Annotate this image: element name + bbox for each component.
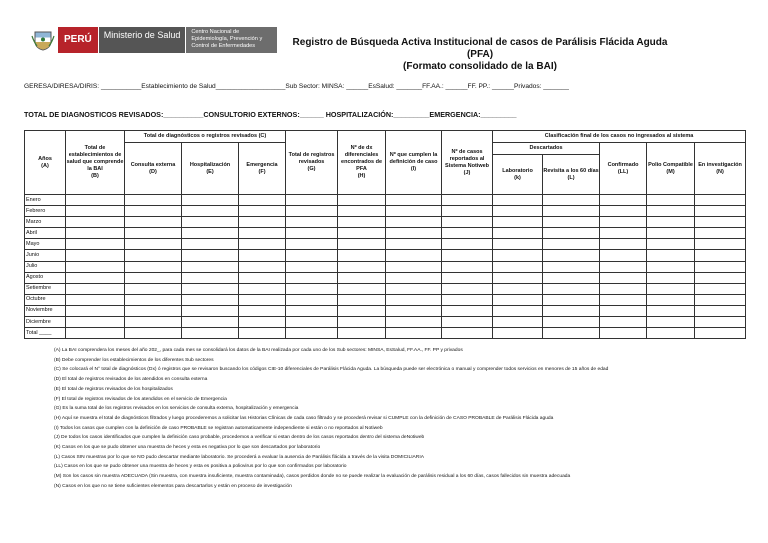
data-cell[interactable]	[66, 272, 125, 283]
data-cell[interactable]	[182, 228, 239, 239]
data-cell[interactable]	[239, 317, 286, 328]
month-row	[25, 195, 746, 206]
data-cell[interactable]	[182, 328, 239, 339]
data-cell[interactable]	[442, 206, 493, 217]
data-cell[interactable]	[543, 261, 600, 272]
data-cell[interactable]	[543, 228, 600, 239]
data-cell[interactable]	[695, 250, 746, 261]
footnote: (B) Debe comprender los establecimientos de los diferentes Sub sectores	[54, 357, 214, 363]
data-cell[interactable]	[125, 217, 182, 228]
footnote: (I) Todos los casos que cumplen con la definición de caso PROBABLE se registran automaticamente independiente si están o no reportados al Notiweb	[54, 425, 383, 431]
data-cell[interactable]	[442, 272, 493, 283]
data-cell[interactable]	[66, 217, 125, 228]
data-cell[interactable]	[338, 283, 386, 294]
data-cell[interactable]	[125, 228, 182, 239]
data-cell[interactable]	[695, 317, 746, 328]
col-header-polio-compatible: Polio Compatible (M)	[647, 143, 695, 195]
data-cell[interactable]	[543, 272, 600, 283]
col-header-confirmed: Confirmado (LL)	[600, 143, 647, 195]
data-cell[interactable]	[442, 283, 493, 294]
data-cell[interactable]	[286, 239, 338, 250]
center-line: Control de Enfermedades	[191, 43, 256, 49]
data-cell[interactable]	[182, 250, 239, 261]
data-cell[interactable]	[66, 283, 125, 294]
data-cell[interactable]	[239, 206, 286, 217]
data-cell[interactable]	[66, 228, 125, 239]
month-row	[25, 317, 746, 328]
data-cell[interactable]	[442, 328, 493, 339]
data-cell[interactable]	[125, 206, 182, 217]
footnote: (H) Aquí se muestra el total de diagnósticos filtrados y luego procederemos a solicitar las Historias Clínicas de cada caso filtrado y se procederá revisar si CUMPLE con la definición de CASO PROBABLE de Parálisis Flácida aguda	[54, 415, 554, 421]
data-cell[interactable]	[647, 317, 695, 328]
data-cell[interactable]	[386, 272, 442, 283]
data-cell[interactable]	[338, 217, 386, 228]
data-cell[interactable]	[338, 206, 386, 217]
data-cell[interactable]	[286, 305, 338, 316]
data-cell[interactable]	[286, 206, 338, 217]
data-cell[interactable]	[600, 294, 647, 305]
data-cell[interactable]	[386, 294, 442, 305]
data-cell[interactable]	[442, 261, 493, 272]
totals-line: TOTAL DE DIAGNOSTICOS REVISADOS:__________CONSULTORIO EXTERNOS:______ HOSPITALIZACIÓN:_________EMERGENCIA:_________	[24, 110, 517, 119]
footnote: (L) Casos SIN muestras por lo que se NO pudo descartar mediante laboratorio. Se procederá a evaluar la ausencia de Parálisis flácida a través de la visita DOMICILIARIA	[54, 454, 424, 460]
data-cell[interactable]	[647, 239, 695, 250]
data-cell[interactable]	[182, 261, 239, 272]
data-cell[interactable]	[338, 250, 386, 261]
data-cell[interactable]	[386, 217, 442, 228]
month-row	[25, 294, 746, 305]
month-row	[25, 239, 746, 250]
data-cell[interactable]	[239, 250, 286, 261]
bai-consolidated-table	[24, 130, 746, 339]
data-cell[interactable]	[386, 283, 442, 294]
data-cell[interactable]	[386, 206, 442, 217]
col-header-differential-dx: Nº de dx diferenciales encontrados de PFA (H)	[338, 131, 386, 195]
row-label: Total ____	[25, 328, 66, 339]
data-cell[interactable]	[66, 250, 125, 261]
footnote: (F) El total de registros revisados de los atendidos en el servicio de Emergencia	[54, 396, 227, 402]
data-cell[interactable]	[338, 261, 386, 272]
total-row	[25, 328, 746, 339]
data-cell[interactable]	[600, 305, 647, 316]
document-title-block	[290, 37, 670, 73]
data-cell[interactable]	[239, 272, 286, 283]
data-cell[interactable]	[125, 328, 182, 339]
data-cell[interactable]	[182, 217, 239, 228]
data-cell[interactable]	[125, 250, 182, 261]
data-cell[interactable]	[442, 195, 493, 206]
data-cell[interactable]	[493, 328, 543, 339]
row-label: Febrero	[25, 206, 66, 217]
header-logos	[30, 26, 277, 54]
data-cell[interactable]	[286, 283, 338, 294]
data-cell[interactable]	[543, 305, 600, 316]
footnote: (M) Son los casos sin muestra ADECUADA (Sin muestra, con muestra insuficiente, muestra contaminada), casos perdidos donde no se puede realizar la evaluación de parálisis residual a los 60 días, casos fallecidos sin muestra adecuada	[54, 474, 571, 480]
data-cell[interactable]	[493, 305, 543, 316]
data-cell[interactable]	[442, 239, 493, 250]
data-cell[interactable]	[600, 250, 647, 261]
data-cell[interactable]	[695, 217, 746, 228]
data-cell[interactable]	[386, 328, 442, 339]
data-cell[interactable]	[600, 317, 647, 328]
footnote: (N) Casos en los que no se tiene suficientes elementos para descartarlos y están en proceso de investigación	[54, 483, 292, 489]
data-cell[interactable]	[338, 239, 386, 250]
col-header-hospitalization: Hospitalización (E)	[182, 143, 239, 195]
group-header-final-classification: Clasificación final de los casos no ingresados al sistema	[493, 131, 746, 143]
data-cell[interactable]	[386, 261, 442, 272]
data-cell[interactable]	[386, 228, 442, 239]
data-cell[interactable]	[600, 206, 647, 217]
data-cell[interactable]	[647, 305, 695, 316]
data-cell[interactable]	[338, 195, 386, 206]
center-line: Epidemiología, Prevención y	[191, 36, 263, 42]
data-cell[interactable]	[543, 328, 600, 339]
data-cell[interactable]	[695, 195, 746, 206]
data-cell[interactable]	[182, 294, 239, 305]
center-line: Centro Nacional de	[191, 29, 240, 35]
month-row	[25, 305, 746, 316]
data-cell[interactable]	[286, 228, 338, 239]
row-label: Mayo	[25, 239, 66, 250]
data-cell[interactable]	[286, 195, 338, 206]
data-cell[interactable]	[286, 317, 338, 328]
footnote: (LL) Casos en los que se pudo obtener una muestra de heces y esta es positiva a poliovirus por lo que son confirmados por laboratorio	[54, 464, 347, 470]
data-cell[interactable]	[600, 328, 647, 339]
col-header-revisit-60-days: Revisita a los 60 días (L)	[543, 155, 600, 195]
data-cell[interactable]	[286, 261, 338, 272]
data-cell[interactable]	[493, 272, 543, 283]
data-cell[interactable]	[493, 217, 543, 228]
row-label: Diciembre	[25, 317, 66, 328]
row-label: Noviembre	[25, 305, 66, 316]
data-cell[interactable]	[182, 283, 239, 294]
data-cell[interactable]	[647, 228, 695, 239]
data-cell[interactable]	[493, 261, 543, 272]
col-header-meet-definition: Nº que cumplen la definición de caso (I)	[386, 131, 442, 195]
data-cell[interactable]	[442, 250, 493, 261]
data-cell[interactable]	[543, 195, 600, 206]
data-cell[interactable]	[695, 294, 746, 305]
footnote: (C) Se colocará el N° total de diagnósticos (Dx) ó registros que se revisaron buscando los códigos CIE-10 diferenciales de Parálisis Flácida Aguda. La búsqueda puede ser electrónica o manual y comprender todos servicios en menores de 15 años de edad	[54, 367, 609, 373]
col-header-year: Años (A)	[25, 131, 66, 195]
data-cell[interactable]	[442, 305, 493, 316]
data-cell[interactable]	[239, 217, 286, 228]
row-label: Agosto	[25, 272, 66, 283]
row-label: Octubre	[25, 294, 66, 305]
data-cell[interactable]	[543, 239, 600, 250]
col-header-laboratory: Laboratorio (k)	[493, 155, 543, 195]
row-label: Marzo	[25, 217, 66, 228]
data-cell[interactable]	[239, 228, 286, 239]
data-cell[interactable]	[239, 294, 286, 305]
data-cell[interactable]	[695, 228, 746, 239]
data-cell[interactable]	[66, 261, 125, 272]
row-label: Abril	[25, 228, 66, 239]
data-cell[interactable]	[647, 217, 695, 228]
col-header-total-records: Total de registros revisados (G)	[286, 131, 338, 195]
data-cell[interactable]	[386, 195, 442, 206]
data-cell[interactable]	[182, 239, 239, 250]
group-header-diagnostics: Total de diagnósticos o registros revisados (C)	[125, 131, 286, 143]
data-cell[interactable]	[125, 272, 182, 283]
data-cell[interactable]	[695, 283, 746, 294]
data-cell[interactable]	[239, 328, 286, 339]
data-cell[interactable]	[66, 239, 125, 250]
data-cell[interactable]	[543, 206, 600, 217]
month-row	[25, 228, 746, 239]
data-cell[interactable]	[600, 261, 647, 272]
footnote: (K) Casos en los que se pudo obtener una muestra de heces y esta es negativa por lo que son descartados por laboratorio	[54, 445, 321, 451]
data-cell[interactable]	[647, 195, 695, 206]
data-cell[interactable]	[493, 206, 543, 217]
data-cell[interactable]	[493, 294, 543, 305]
footnote: (E) El total de registros revisados de los hospitalizados	[54, 386, 173, 392]
data-cell[interactable]	[493, 250, 543, 261]
data-cell[interactable]	[286, 250, 338, 261]
country-badge: PERÚ	[58, 27, 98, 53]
data-cell[interactable]	[600, 217, 647, 228]
data-cell[interactable]	[286, 217, 338, 228]
data-cell[interactable]	[386, 239, 442, 250]
data-cell[interactable]	[182, 305, 239, 316]
data-cell[interactable]	[66, 294, 125, 305]
data-cell[interactable]	[647, 206, 695, 217]
data-cell[interactable]	[66, 195, 125, 206]
row-label: Julio	[25, 261, 66, 272]
data-cell[interactable]	[239, 195, 286, 206]
center-badge	[185, 27, 277, 53]
data-cell[interactable]	[647, 261, 695, 272]
col-header-under-investigation: En investigación (N)	[695, 143, 746, 195]
data-cell[interactable]	[386, 305, 442, 316]
data-cell[interactable]	[600, 228, 647, 239]
group-header-discarded: Descartados	[493, 143, 600, 155]
data-cell[interactable]	[543, 250, 600, 261]
data-cell[interactable]	[338, 305, 386, 316]
data-cell[interactable]	[493, 195, 543, 206]
data-cell[interactable]	[125, 305, 182, 316]
data-cell[interactable]	[239, 239, 286, 250]
data-cell[interactable]	[600, 195, 647, 206]
data-cell[interactable]	[442, 228, 493, 239]
data-cell[interactable]	[695, 328, 746, 339]
footnote: (G) Es la suma total de los registros revisados en los servicios de consulta externa, hospitalización y emergencia	[54, 406, 299, 412]
col-header-establishments: Total de establecimientos de salud que comprende la BAI (B)	[66, 131, 125, 195]
data-cell[interactable]	[543, 283, 600, 294]
document-title: Registro de Búsqueda Activa Institucional de casos de Parálisis Flácida Aguda (PFA)	[292, 37, 668, 60]
data-cell[interactable]	[338, 317, 386, 328]
data-cell[interactable]	[647, 283, 695, 294]
data-cell[interactable]	[66, 328, 125, 339]
data-cell[interactable]	[239, 305, 286, 316]
data-cell[interactable]	[182, 195, 239, 206]
ministry-badge: Ministerio de Salud	[98, 27, 186, 53]
data-cell[interactable]	[239, 261, 286, 272]
data-cell[interactable]	[286, 272, 338, 283]
data-cell[interactable]	[66, 206, 125, 217]
col-header-emergency: Emergencia (F)	[239, 143, 286, 195]
establishment-info-line: GERESA/DIRESA/DIRIS: ___________Establecimiento de Salud___________________Sub Sector: MINSA: ______EsSalud: _______FF.AA.: ______FF. PP.: ______Privados: _______	[24, 83, 569, 90]
footnote: (J) De todos los casos identificados que cumplen la definición caso probable, procedemos a verificar si estan dentro de los casos reportados dentro del sistema deNotiweb	[54, 435, 425, 441]
footnotes	[54, 346, 608, 492]
data-cell[interactable]	[647, 272, 695, 283]
col-header-outpatient: Consulta externa (D)	[125, 143, 182, 195]
row-label: Junio	[25, 250, 66, 261]
data-cell[interactable]	[286, 294, 338, 305]
footnote: (D) El total de registros revisados de los atendidos en consulta externa	[54, 377, 208, 383]
data-cell[interactable]	[338, 294, 386, 305]
data-cell[interactable]	[125, 239, 182, 250]
data-cell[interactable]	[543, 294, 600, 305]
month-row	[25, 217, 746, 228]
data-cell[interactable]	[182, 272, 239, 283]
data-cell[interactable]	[647, 250, 695, 261]
document-subtitle: (Formato consolidado de la BAI)	[403, 61, 557, 72]
col-header-notiweb: Nº de casos reportados al Sistema Notiweb (J)	[442, 131, 493, 195]
data-cell[interactable]	[338, 228, 386, 239]
data-cell[interactable]	[647, 294, 695, 305]
data-cell[interactable]	[695, 239, 746, 250]
month-row	[25, 283, 746, 294]
data-cell[interactable]	[338, 272, 386, 283]
footnote: (A) La BAI comprendera los meses del año 202_, para cada mes se consolidará los datos de la BAI realizada por cada uno de los Sub sectores: MINSA, EsSalud, FF.AA., FF. PP y privados	[54, 348, 463, 353]
data-cell[interactable]	[442, 317, 493, 328]
data-cell[interactable]	[286, 328, 338, 339]
data-cell[interactable]	[125, 283, 182, 294]
data-cell[interactable]	[125, 261, 182, 272]
data-cell[interactable]	[66, 317, 125, 328]
data-cell[interactable]	[695, 272, 746, 283]
data-cell[interactable]	[543, 317, 600, 328]
data-cell[interactable]	[338, 328, 386, 339]
data-cell[interactable]	[125, 195, 182, 206]
data-cell[interactable]	[600, 239, 647, 250]
data-cell[interactable]	[386, 317, 442, 328]
data-cell[interactable]	[386, 250, 442, 261]
data-cell[interactable]	[695, 206, 746, 217]
data-cell[interactable]	[442, 294, 493, 305]
month-row	[25, 272, 746, 283]
data-cell[interactable]	[125, 317, 182, 328]
data-cell[interactable]	[182, 317, 239, 328]
data-cell[interactable]	[493, 317, 543, 328]
data-cell[interactable]	[125, 294, 182, 305]
data-cell[interactable]	[695, 305, 746, 316]
data-cell[interactable]	[493, 239, 543, 250]
data-cell[interactable]	[239, 283, 286, 294]
month-row	[25, 261, 746, 272]
row-label: Setiembre	[25, 283, 66, 294]
data-cell[interactable]	[695, 261, 746, 272]
data-cell[interactable]	[600, 272, 647, 283]
coat-of-arms-icon	[30, 27, 56, 53]
data-cell[interactable]	[66, 305, 125, 316]
data-cell[interactable]	[442, 217, 493, 228]
data-cell[interactable]	[647, 328, 695, 339]
data-cell[interactable]	[600, 283, 647, 294]
row-label: Enero	[25, 195, 66, 206]
month-row	[25, 250, 746, 261]
data-cell[interactable]	[493, 283, 543, 294]
data-cell[interactable]	[182, 206, 239, 217]
data-cell[interactable]	[543, 217, 600, 228]
data-cell[interactable]	[493, 228, 543, 239]
month-row	[25, 206, 746, 217]
